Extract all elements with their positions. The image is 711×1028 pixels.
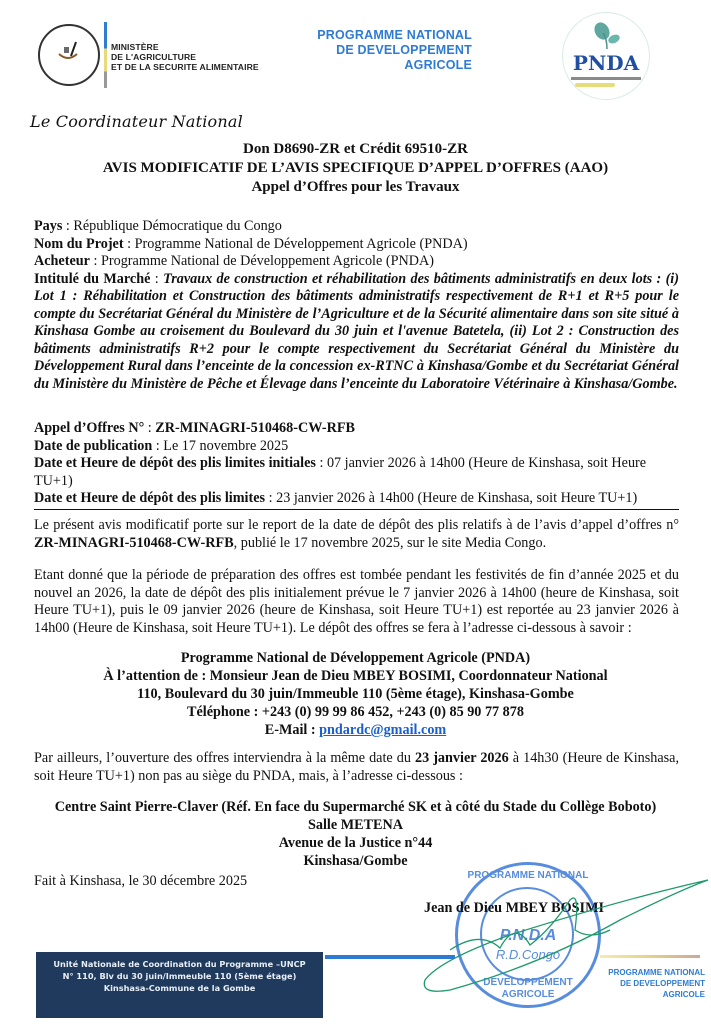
coat-of-arms-icon [57,40,79,62]
depot-address-org: Programme National de Développement Agricole (PNDA) [180,650,531,666]
stamp-text-acronym: P.N.D.A [499,927,557,944]
footer-address-box [36,952,323,1018]
field-projet: Nom du Projet : Programme National de Développement Agricole (PNDA) [34,235,468,252]
program-title-line: AGRICOLE [404,58,472,72]
paragraph-opening [34,750,679,785]
program-title [290,28,472,73]
ministry-name [111,42,259,72]
email-link[interactable]: pndardc@gmail.com [319,722,447,738]
opening-address-city: Kinshasa/Gombe [303,853,408,869]
depot-address-street: 110, Boulevard du 30 juin/Immeuble 110 (5ème étage), Kinshasa-Gombe [137,686,574,702]
field-label: Intitulé du Marché [34,270,151,287]
paragraph-text: Par ailleurs, l’ouverture des offres interviendra à la même date du [34,750,411,766]
pnda-logo [562,12,650,100]
paragraph-modification [34,517,679,552]
field-value: République Démocratique du Congo [73,218,282,234]
footer-program-line: AGRICOLE [662,990,705,999]
field-label: Date et Heure de dépôt des plis limites [34,490,266,506]
stamp-text-bottom: DEVELOPPEMENT AGRICOLE [483,977,573,1000]
field-label: Acheteur [34,253,90,269]
tender-reference: ZR-MINAGRI-510468-CW-RFB [34,534,234,551]
field-value: Programme National de Développement Agricole (PNDA) [134,235,468,252]
field-acheteur: Acheteur : Programme National de Développement Agricole (PNDA) [34,253,434,269]
footer-line: Unité Nationale de Coordination du Programme –UNCP [53,959,306,969]
email-label: E-Mail : [264,722,316,738]
title-subtitle: Appel d’Offres pour les Travaux [251,179,460,195]
program-title-line: DE DEVELOPPEMENT [336,43,472,57]
field-label: Date de publication [34,437,153,454]
field-value: Travaux de construction et réhabilitation des bâtiments administratifs en deux lots : (i) Lot 1 : Réhabilitation et Construction des bâtiments administratifs respectivement de R+1 et R+5 pour le compte du Secrétariat Général du Ministère de l’Agriculture et de la Sécurité alimentaire dans son site situé à Kinshasa Gombe au croisement du Boulevard du 30 juin et l'avenue Batetela, (ii) Lot 2 : Construction des bâtiments administratifs R+2 pour le compte respectivement du Secrétariat Général du Ministère du Développement Rural dans l’enceinte de la concession ex-RTNC à Kinshasa/Gombe et du Secrétariat Général du Ministère du Ministère de Pêche et Élevage dans l’enceinte du Laboratoire Vétérinaire à Kinshasa/Gombe. [34,270,679,392]
ministry-line: DE L'AGRICULTURE [111,52,197,62]
field-marche: Intitulé du Marché : Travaux de construction et réhabilitation des bâtiments administratifs en deux lots : (i) Lot 1 : Réhabilitation et Construction des bâtiments administratifs respectivement de R+1 et R+5 pour le compte du Secrétariat Général du Ministère de l’Agriculture et de la Sécurité alimentaire dans son site situé à Kinshasa Gombe au croisement du Boulevard du 30 juin et l'avenue Batetela, (ii) Lot 2 : Construction des bâtiments administratifs R+2 pour le compte respectivement du Secrétariat Général du Ministère du Développement Rural dans l’enceinte de la concession ex-RTNC à Kinshasa/Gombe et du Secrétariat Général du Ministère du Ministère de Pêche et Élevage dans l’enceinte du Laboratoire Vétérinaire à Kinshasa/Gombe. [34,270,679,392]
logo-swoosh [575,83,615,87]
opening-address-street: Avenue de la Justice n°44 [278,835,433,851]
field-publication: Date de publication : Le 17 novembre 2025 [34,437,289,454]
footer-program-line: DE DEVELOPPEMENT [620,979,705,988]
paragraph-text: Le présent avis modificatif porte sur le report de la date de dépôt des plis relatifs à de l’avis d’appel d’offres n° [34,517,679,533]
depot-address-phone: Téléphone : +243 (0) 99 99 86 452, +243 (0) 85 90 77 878 [187,704,524,720]
field-pays: Pays : République Démocratique du Congo [34,218,282,234]
title-notice: AVIS MODIFICATIF DE L’AVIS SPECIFIQUE D’APPEL D’OFFRES (AAO) [102,160,609,176]
footer-program-name [600,967,705,1000]
logo-subtitle-bar [571,77,641,80]
field-value: 07 janvier 2026 à 14h00 (Heure de Kinshasa, soit Heure TU+1) [34,455,647,489]
field-label: Nom du Projet [34,235,124,252]
title-funding: Don D8690-ZR et Crédit 69510-ZR [243,141,468,157]
field-new-deadline: Date et Heure de dépôt des plis limites : 23 janvier 2026 à 14h00 (Heure de Kinshasa, soit Heure TU+1) [34,490,679,510]
stamp-text-country: R.D.Congo [495,947,561,962]
field-label: Date et Heure de dépôt des plis limites initiales [34,455,316,471]
field-value: Programme National de Développement Agricole (PNDA) [101,253,434,269]
ministry-line: MINISTÈRE [111,42,159,52]
signer-name: Jean de Dieu MBEY BOSIMI [424,900,604,916]
field-initial-deadline: Date et Heure de dépôt des plis limites initiales : 07 janvier 2026 à 14h00 (Heure de Kinshasa, soit Heure TU+1) [34,455,647,489]
opening-date: 23 janvier 2026 [414,750,509,766]
field-value: 23 janvier 2026 à 14h00 (Heure de Kinshasa, soit Heure TU+1) [276,490,638,506]
depot-address-attention: À l’attention de : Monsieur Jean de Dieu MBEY BOSIMI, Coordonnateur National [103,668,608,684]
opening-address-venue: Centre Saint Pierre-Claver (Réf. En face du Supermarché SK et à côté du Stade du Collège Boboto) [54,799,657,815]
stamp-text-top: PROGRAMME NATIONAL [467,870,589,881]
paragraph-text: à 14h30 (Heure de Kinshasa, soit Heure TU+1) non pas au siège du PNDA, mais, à l’adresse ci-dessous : [34,750,680,784]
field-label: Appel d’Offres N° [34,420,145,436]
field-value: Le 17 novembre 2025 [163,437,289,454]
place-and-date: Fait à Kinshasa, le 30 décembre 2025 [34,873,248,889]
logo-text: PNDA [572,51,640,75]
opening-address-room: Salle METENA [308,817,403,833]
depot-address-email [0,722,711,740]
footer-divider-gradient [600,955,700,958]
paragraph-postponement: Etant donné que la période de préparation des offres est tombée pendant les festivités de fin d’année 2025 et du nouvel an 2026, la date de dépôt des plis initialement prévue le 7 janvier 2026 à 14h00 (heure de Kinshasa, soit Heure TU+1), puis le 09 janvier 2026 (heure de Kinshasa, soit Heure TU+1) est reportée au 23 janvier 2026 à 14h00 (Heure de Kinshasa, soit Heure TU+1). Le dépôt des offres se fera à l’adresse ci-dessous à savoir : [34,567,679,636]
signatory-heading: Le Coordinateur National [30,112,243,131]
ministry-line: ET DE LA SECURITE ALIMENTAIRE [111,62,259,72]
footer-program-line: PROGRAMME NATIONAL [608,968,705,977]
header-flag-bar [104,22,107,88]
leaf-icon [591,19,623,51]
government-seal-logo [38,24,100,86]
footer-line: Kinshasa-Commune de la Gombe [103,983,256,993]
footer-divider-blue [325,955,455,959]
footer-line: N° 110, Blv du 30 juin/Immeuble 110 (5ème étage) [62,971,297,981]
paragraph-text: , publié le 17 novembre 2025, sur le site Media Congo. [233,534,547,551]
program-title-line: PROGRAMME NATIONAL [317,28,472,42]
field-value: ZR-MINAGRI-510468-CW-RFB [155,420,355,436]
field-aao: Appel d’Offres N° : ZR-MINAGRI-510468-CW-RFB [34,420,355,436]
field-label: Pays [34,218,63,234]
